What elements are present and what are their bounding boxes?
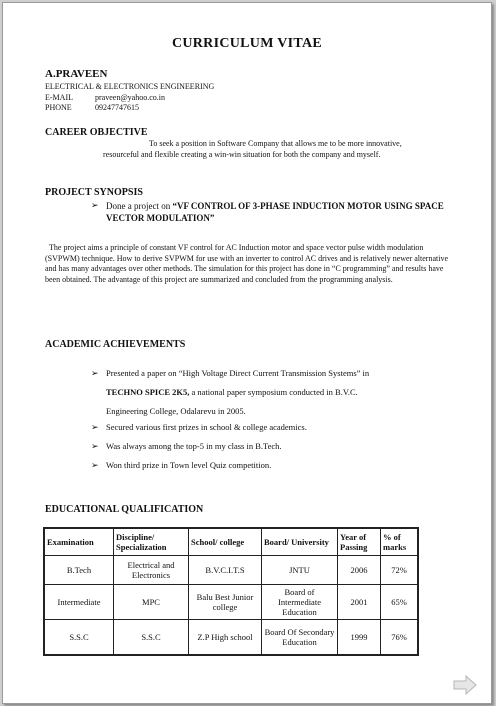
table-cell: 65% [381, 585, 419, 620]
career-heading: CAREER OBJECTIVE [45, 127, 148, 138]
academic-item-3-text: Was always among the top-5 in my class in B.Tech. [106, 441, 282, 451]
project-heading: PROJECT SYNOPSIS [45, 187, 143, 198]
project-bullet [91, 200, 451, 224]
arrow-bullet-icon: ➢ [91, 200, 99, 210]
academic-item-1-line-3: Engineering College, Odalarevu in 2005. [106, 406, 246, 416]
header-cell: Discipline/ Specialization [114, 528, 189, 556]
candidate-name: A.PRAVEEN [45, 68, 108, 80]
academic-item-1-line-1: Presented a paper on “High Voltage Direct Current Transmission Systems” in [106, 368, 370, 378]
table-cell: Intermediate [44, 585, 114, 620]
table-cell: Board of Intermediate Education [262, 585, 338, 620]
table-cell: Board Of Secondary Education [262, 620, 338, 656]
next-page-arrow-icon[interactable] [452, 674, 478, 696]
table-cell: Z.P High school [189, 620, 262, 656]
header-cell: Year of Passing [338, 528, 381, 556]
table-header-row [44, 528, 418, 556]
header-cell: School/ college [189, 528, 262, 556]
project-prefix: Done a project on [106, 201, 173, 211]
table-cell: 1999 [338, 620, 381, 656]
phone-label: PHONE [45, 103, 72, 112]
table-cell: S.S.C [44, 620, 114, 656]
phone-value: 09247747615 [95, 103, 139, 112]
career-text: To seek a position in Software Company that allows me to be more innovative, resourceful and flexible creating a win-win situation for both the company and myself. [103, 139, 402, 159]
table-row [44, 620, 418, 656]
symposium-details: a national paper symposium conducted in B.V.C. [189, 387, 358, 397]
table-cell: 2001 [338, 585, 381, 620]
education-heading: EDUCATIONAL QUALIFICATION [45, 504, 204, 515]
table-cell: Balu Best Junior college [189, 585, 262, 620]
table-cell: 76% [381, 620, 419, 656]
table-cell: B.V.C.I.T.S [189, 556, 262, 585]
page-title: CURRICULUM VITAE [171, 36, 323, 51]
table-cell: S.S.C [114, 620, 189, 656]
email-label: E-MAIL [45, 93, 73, 102]
academic-item-2-text: Secured various first prizes in school & college academics. [106, 422, 307, 432]
email-value: praveen@yahoo.co.in [95, 93, 166, 102]
table-cell: 72% [381, 556, 419, 585]
header-cell: Board/ University [262, 528, 338, 556]
academic-item-2 [91, 422, 307, 432]
header-cell: % of marks [381, 528, 419, 556]
education-table [43, 527, 419, 656]
arrow-bullet-icon: ➢ [91, 441, 99, 451]
academic-item-3 [91, 441, 282, 451]
table-cell: Electrical and Electronics [114, 556, 189, 585]
table-row [44, 585, 418, 620]
project-title: “VF CONTROL OF 3-PHASE INDUCTION MOTOR USING SPACE VECTOR MODULATION” [106, 201, 444, 223]
arrow-bullet-icon: ➢ [91, 368, 99, 378]
table-cell: 2006 [338, 556, 381, 585]
table-cell: B.Tech [44, 556, 114, 585]
academic-heading: ACADEMIC ACHIEVEMENTS [45, 339, 186, 350]
header-cell: Examination [44, 528, 114, 556]
academic-item-1 [91, 364, 451, 421]
arrow-bullet-icon: ➢ [91, 460, 99, 470]
project-description: The project aims a principle of constant VF control for AC Induction motor and space vector pulse width modulation (SVPWM) technique. How to derive SVPWM for use with an inverter to control AC drives and is relatively newer alternative and has many advantages over other methods. The simulation for this project has done in “C programming” and results have been obtained. The advantage of this project are summarized and concluded from the programming analysis. [45, 243, 449, 284]
arrow-bullet-icon: ➢ [91, 422, 99, 432]
table-cell: MPC [114, 585, 189, 620]
symposium-name: TECHNO SPICE 2K5, [106, 387, 190, 397]
academic-item-1-line-2 [106, 383, 451, 402]
table-cell: JNTU [262, 556, 338, 585]
resume-page [2, 2, 492, 704]
academic-item-4-text: Won third prize in Town level Quiz competition. [106, 460, 272, 470]
academic-item-4 [91, 460, 271, 470]
table-row [44, 556, 418, 585]
department: ELECTRICAL & ELECTRONICS ENGINEERING [45, 82, 215, 91]
